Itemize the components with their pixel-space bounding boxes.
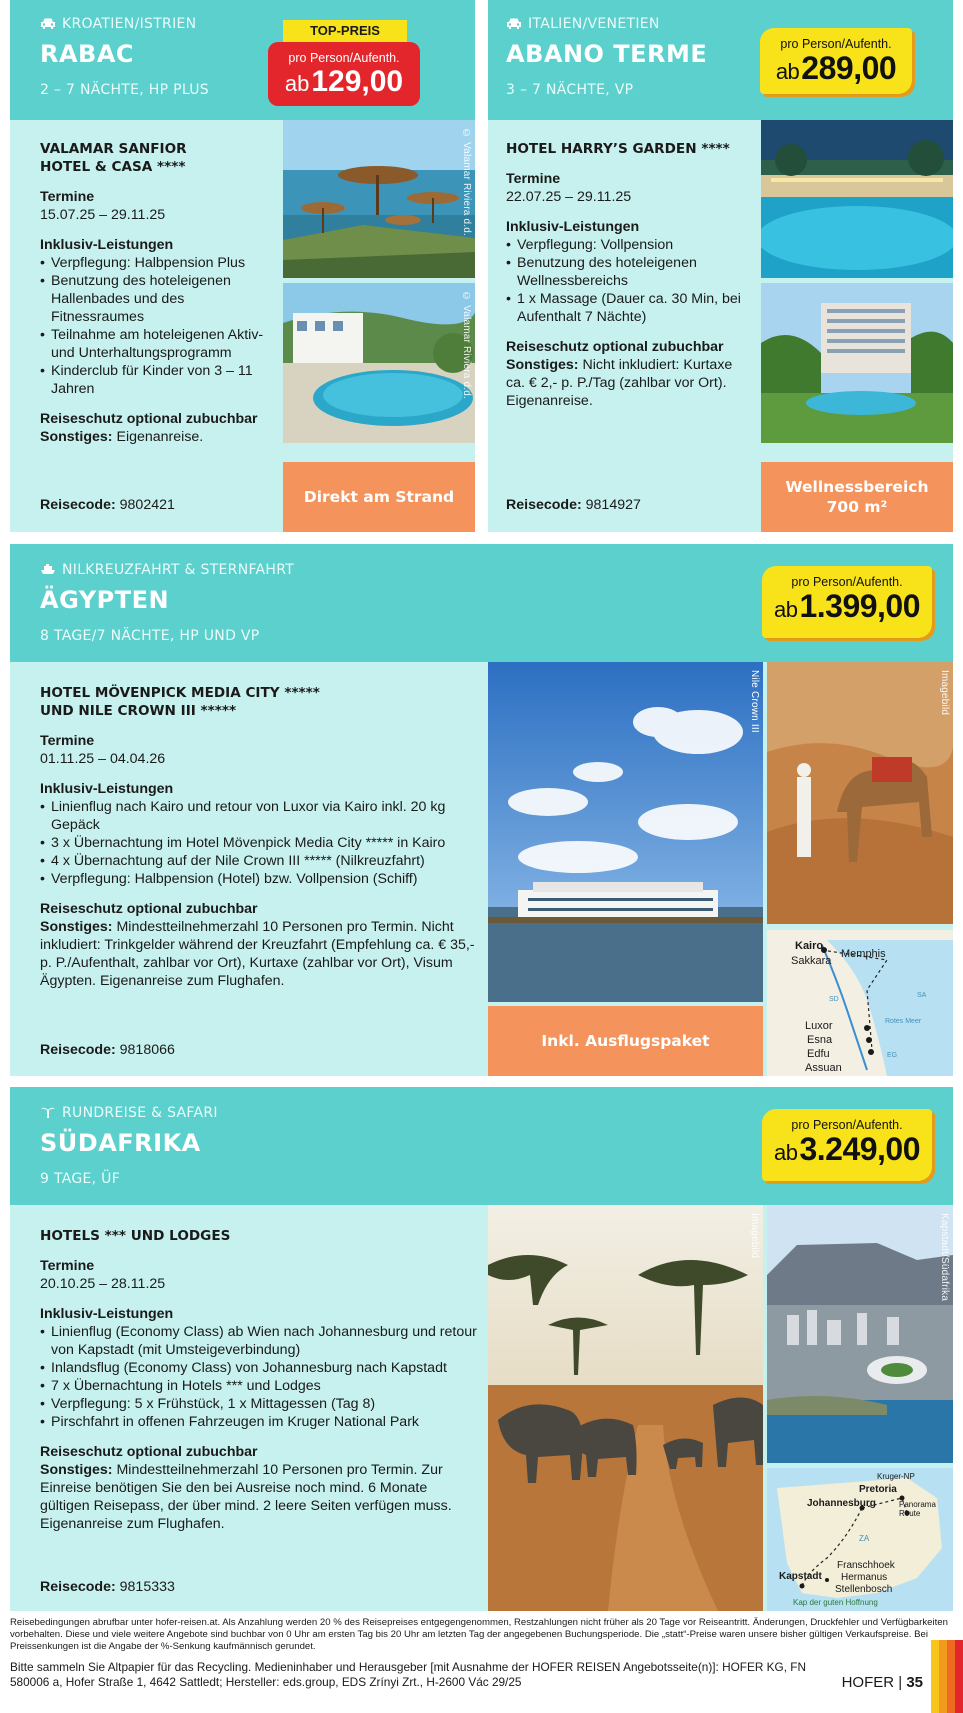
price-unit: pro Person/Aufenth. — [288, 51, 400, 65]
egypt-route-map — [767, 930, 953, 1076]
inclusive-item: • Kinderclub für Kinder von 3 – 11 Jahren — [40, 362, 280, 398]
inclusive-item: • Verpflegung: Halbpension Plus — [40, 254, 280, 272]
inclusive-item: • Linienflug nach Kairo und retour von Luxor via Kairo inkl. 20 kg Gepäck — [40, 798, 480, 834]
safari-elephants-photo — [488, 1205, 763, 1611]
photo-credit: © Valamar Riviera d.d. — [461, 291, 472, 400]
photo-credit: Imagebild — [939, 670, 950, 716]
map-label: Esna — [807, 1034, 833, 1046]
inclusive-label: Inklusiv-Leistungen — [40, 237, 174, 253]
nile-cruise-photo — [488, 662, 763, 1002]
hotel-photo-beach — [283, 120, 475, 278]
map-labels — [767, 930, 953, 1076]
insurance-note: Reiseschutz optional zubuchbar — [506, 339, 724, 355]
travel-code: Reisecode: 9818066 — [40, 1042, 175, 1058]
inclusive-item: • 3 x Übernachtung im Hotel Mövenpick Media City ***** in Kairo — [40, 834, 480, 852]
offer-destination: ÄGYPTEN — [40, 586, 170, 614]
map-label: Kruger-NP — [877, 1472, 915, 1481]
map-label: Johannesburg — [807, 1498, 876, 1509]
fine-print: Reisebedingungen abrufbar unter hofer-reisen.at. Als Anzahlung werden 20 % des Reisepreises entgegengenommen, Restzahlungen nicht früher als 20 Tage vor Reiseantritt. Änderungen, Druckfehler und Verfügbarkeiten vorbehalten. Diese und viele weitere Angebote sind buchbar von 0 Uhr am ersten Tag bis 20 Uhr am letzten Tag der angegebenen Buchungsperiode. Die „statt“-Preise waren unsere bisher gültigen Verkaufspreise. Bei Preissenkungen ist die Angabe der %-Senkung kaufmännisch gerundet. — [10, 1617, 948, 1652]
inclusive-item: • 4 x Übernachtung auf der Nile Crown III ***** (Nilkreuzfahrt) — [40, 852, 480, 870]
offer-card-rabac[interactable] — [10, 0, 475, 532]
inclusive-item: • 1 x Massage (Dauer ca. 30 Min, bei Aufenthalt 7 Nächte) — [506, 290, 751, 326]
price-value: ab3.249,00 — [773, 1131, 921, 1167]
dates-label: Termine — [40, 1258, 95, 1274]
hotel-photo-pool-night — [761, 120, 953, 278]
brand-stripe — [931, 1640, 939, 1713]
map-label: Rotes Meer — [885, 1018, 922, 1025]
price-value: ab129,00 — [284, 65, 404, 98]
map-label: Kapstadt — [779, 1571, 822, 1582]
inclusive-label: Inklusiv-Leistungen — [40, 781, 174, 797]
inclusive-item: • Benutzung des hoteleigenen Hallenbades und des Fitnessraumes — [40, 272, 280, 326]
highlight-tag: Direkt am Strand — [283, 462, 475, 532]
price-badge — [268, 42, 420, 106]
offer-category: RUNDREISE & SAFARI — [40, 1105, 218, 1121]
price-badge — [762, 1109, 932, 1181]
offer-duration: 2 – 7 NÄCHTE, HP PLUS — [40, 82, 209, 98]
travel-code: Reisecode: 9815333 — [40, 1579, 175, 1595]
highlight-tag: Wellnessbereich 700 m² — [761, 462, 953, 532]
offer-duration: 9 TAGE, ÜF — [40, 1171, 121, 1187]
inclusive-item: • Verpflegung: Vollpension — [506, 236, 751, 254]
inclusive-item: • Pirschfahrt in offenen Fahrzeugen im Kruger National Park — [40, 1413, 480, 1431]
price-unit: pro Person/Aufenth. — [791, 1118, 903, 1132]
misc-note: Sonstiges: Mindestteilnehmerzahl 10 Personen pro Termin. Nicht inkludiert: Trinkgelder während der Kreuzfahrt (Empfehlung ca. € 35,- p. P./Aufenthalt, zahlbar vor Ort), Kurtaxe (zahlbar vor Ort), Visum Ägypten. Eigenanreise zum Flughafen. — [40, 919, 475, 989]
car-icon — [40, 17, 56, 29]
dates-value: 15.07.25 – 29.11.25 — [40, 207, 166, 223]
dates-label: Termine — [40, 189, 95, 205]
ship-icon — [40, 563, 56, 575]
offer-destination: ABANO TERME — [506, 40, 708, 68]
insurance-note: Reiseschutz optional zubuchbar — [40, 1444, 258, 1460]
insurance-note: Reiseschutz optional zubuchbar — [40, 411, 258, 427]
map-label: Assuan — [805, 1062, 842, 1074]
hotel-name: HOTEL HARRY’S GARDEN **** — [506, 141, 730, 157]
offer-card-abano-terme[interactable] — [488, 0, 953, 532]
dates-label: Termine — [40, 733, 95, 749]
hotel-name: VALAMAR SANFIOR HOTEL & CASA **** — [40, 141, 187, 175]
insurance-note: Reiseschutz optional zubuchbar — [40, 901, 258, 917]
map-label: Panorama Route — [899, 1500, 936, 1518]
inclusive-item: • Verpflegung: 5 x Frühstück, 1 x Mittagessen (Tag 8) — [40, 1395, 480, 1413]
offer-card-aegypten[interactable] — [10, 544, 953, 1076]
misc-note: Sonstiges: Nicht inkludiert: Kurtaxe ca. € 2,- p. P./Tag (zahlbar vor Ort). Eigenanreise. — [506, 357, 733, 409]
inclusive-label: Inklusiv-Leistungen — [40, 1306, 174, 1322]
price-value: ab289,00 — [775, 50, 897, 86]
map-label: Hermanus — [841, 1572, 888, 1583]
map-label: EG — [887, 1052, 898, 1059]
dates-value: 20.10.25 – 28.11.25 — [40, 1276, 166, 1292]
offer-details — [40, 140, 280, 446]
price-badge — [760, 28, 912, 94]
inclusive-item: • Inlandsflug (Economy Class) von Johannesburg nach Kapstadt — [40, 1359, 480, 1377]
map-label: Memphis — [841, 948, 886, 960]
offer-details — [40, 684, 480, 990]
offer-details — [40, 1227, 480, 1533]
car-icon — [506, 17, 522, 29]
price-unit: pro Person/Aufenth. — [780, 37, 892, 51]
price-value: ab1.399,00 — [773, 588, 921, 624]
map-label: Kairo — [795, 940, 824, 952]
hotel-photo-garden — [761, 283, 953, 443]
map-label: Luxor — [805, 1020, 833, 1032]
map-label: Franschhoek — [837, 1560, 895, 1571]
brand-stripe — [939, 1640, 947, 1713]
offer-duration: 3 – 7 NÄCHTE, VP — [506, 82, 634, 98]
brand-stripes — [931, 1640, 963, 1713]
map-label: SD — [829, 996, 839, 1003]
brand-stripe — [947, 1640, 955, 1713]
offer-details — [506, 140, 751, 410]
dates-value: 01.11.25 – 04.04.26 — [40, 751, 166, 767]
photo-credit: Kapstadt/Südafrika — [939, 1213, 950, 1302]
photo-credit: Nile Crown III — [749, 670, 760, 733]
map-label: Pretoria — [859, 1484, 897, 1495]
map-labels — [767, 1468, 953, 1611]
highlight-tag: Inkl. Ausflugspaket — [488, 1006, 763, 1076]
imprint-text: Bitte sammeln Sie Altpapier für das Recycling. Medieninhaber und Herausgeber [mit Ausnahme der HOFER REISEN Angebotsseite(n)]: HOFER KG, FN 580006 a, Hofer Straße 1, 4642 Sattledt; Hersteller: eds.group, EDS Zrínyi Zrt., H-2600 Vác 29/25 — [10, 1660, 806, 1689]
misc-note: Sonstiges: Eigenanreise. — [40, 429, 204, 445]
inclusive-item: • Benutzung des hoteleigenen Wellnessbereichs — [506, 254, 751, 290]
offer-card-suedafrika[interactable] — [10, 1087, 953, 1611]
offer-category: ITALIEN/VENETIEN — [506, 16, 660, 32]
hotel-photo-pool — [283, 283, 475, 443]
price-badge — [762, 566, 932, 638]
dates-label: Termine — [506, 171, 561, 187]
map-label: ZA — [859, 1534, 870, 1543]
imprint-bar — [0, 1656, 963, 1713]
page-footer: HOFER | 35 — [841, 1674, 923, 1691]
desert-camel-photo — [767, 662, 953, 924]
map-label: Stellenbosch — [835, 1584, 893, 1595]
misc-note: Sonstiges: Mindestteilnehmerzahl 10 Personen pro Termin. Zur Einreise benötigen Sie den bei Ausreise noch mind. 6 Monate gültigen Reisepass, der über mind. 2 leere Seiten verfügen muss. Eigenanreise zum Flughafen. — [40, 1462, 452, 1532]
inclusive-item: • Verpflegung: Halbpension (Hotel) bzw. Vollpension (Schiff) — [40, 870, 480, 888]
inclusive-label: Inklusiv-Leistungen — [506, 219, 640, 235]
inclusive-item: • Teilnahme am hoteleigenen Aktiv- und Unterhaltungsprogramm — [40, 326, 280, 362]
top-price-label: TOP-PREIS — [283, 20, 407, 42]
hotel-name: HOTELS *** UND LODGES — [40, 1228, 231, 1244]
inclusive-item: • Linienflug (Economy Class) ab Wien nach Johannesburg und retour von Kapstadt (mit Umsteigeverbindung) — [40, 1323, 480, 1359]
photo-credit: © Valamar Riviera d.d. — [461, 128, 472, 237]
offer-destination: SÜDAFRIKA — [40, 1129, 201, 1157]
travel-code: Reisecode: 9802421 — [40, 497, 175, 513]
dates-value: 22.07.25 – 29.11.25 — [506, 189, 632, 205]
cape-town-photo — [767, 1205, 953, 1463]
palm-icon — [40, 1106, 56, 1118]
inclusive-item: • 7 x Übernachtung in Hotels *** und Lodges — [40, 1377, 480, 1395]
south-africa-route-map — [767, 1468, 953, 1611]
photo-credit: Imagebild — [749, 1213, 760, 1259]
map-label: Kap der guten Hoffnung — [793, 1598, 878, 1607]
map-label: SA — [917, 992, 927, 999]
brand-stripe — [955, 1640, 963, 1713]
offer-category: KROATIEN/ISTRIEN — [40, 16, 196, 32]
offer-duration: 8 TAGE/7 NÄCHTE, HP UND VP — [40, 628, 260, 644]
offer-destination: RABAC — [40, 40, 135, 68]
hotel-name: HOTEL MÖVENPICK MEDIA CITY ***** UND NILE CROWN III ***** — [40, 685, 320, 719]
price-unit: pro Person/Aufenth. — [791, 575, 903, 589]
travel-code: Reisecode: 9814927 — [506, 497, 641, 513]
offer-category: NILKREUZFAHRT & STERNFAHRT — [40, 562, 294, 578]
map-label: Edfu — [807, 1048, 830, 1060]
map-label: Sakkara — [791, 955, 832, 967]
